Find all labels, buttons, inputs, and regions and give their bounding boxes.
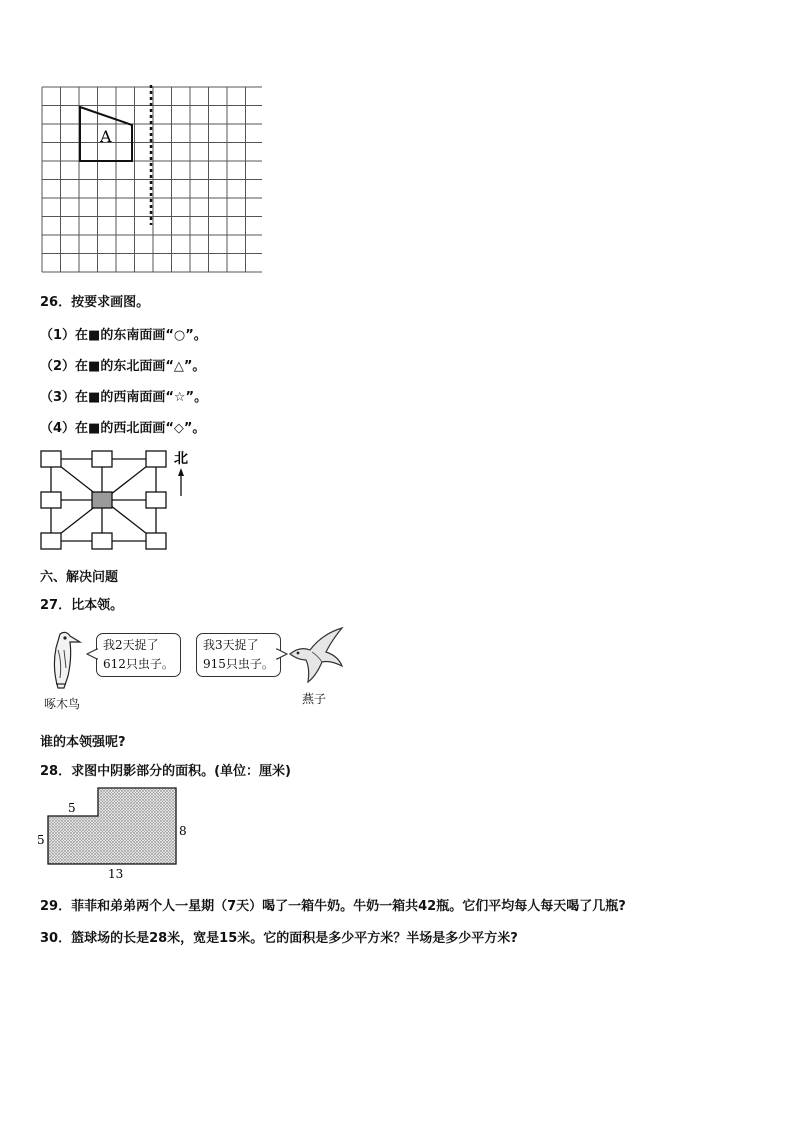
grid-figure	[40, 85, 262, 280]
north-arrow-head	[178, 468, 184, 476]
swallow-speech-line-1: 我3天捉了	[203, 638, 259, 652]
q27-question: 谁的本领强呢?	[40, 735, 126, 750]
q26-title: 26．按要求画图。	[40, 295, 150, 310]
q26-item-2: （2）在■的东北面画“△”。	[40, 359, 206, 374]
woodpecker-speech-line-2: 612只虫子。	[103, 657, 174, 671]
label-bottom-13: 13	[108, 867, 124, 881]
north-label: 北	[174, 451, 188, 467]
woodpecker-caption: 啄木鸟	[44, 697, 81, 711]
box-nw	[41, 451, 61, 467]
box-s	[92, 533, 112, 549]
swallow-speech-bubble	[196, 633, 281, 677]
label-left-5: 5	[37, 833, 45, 847]
woodpecker-speech-line-1: 我2天捉了	[103, 638, 159, 652]
q29-text: 29．菲菲和弟弟两个人一星期（7天）喝了一箱牛奶。牛奶一箱共42瓶。它们平均每人每天喝了几瓶?	[40, 899, 626, 914]
woodpecker-bubble-tail	[86, 648, 98, 660]
box-sw	[41, 533, 61, 549]
swallow-illustration	[286, 626, 346, 684]
label-right-8: 8	[179, 824, 187, 838]
box-se	[146, 533, 166, 549]
shape-a-label: A	[100, 127, 112, 146]
swallow-speech-line-2: 915只虫子。	[203, 657, 274, 671]
q26-item-1: （1）在■的东南面画“○”。	[40, 328, 207, 343]
box-w	[41, 492, 61, 508]
q28-title: 28．求图中阴影部分的面积。(单位：厘米)	[40, 764, 291, 779]
section6-title: 六、解决问题	[40, 570, 119, 585]
swallow-caption: 燕子	[302, 692, 327, 706]
label-top-5: 5	[68, 801, 76, 815]
q27-title: 27．比本领。	[40, 598, 124, 613]
grid-lines	[42, 87, 262, 272]
woodpecker-speech-bubble	[96, 633, 181, 677]
q30-text: 30．篮球场的长是28米，宽是15米。它的面积是多少平方米？半场是多少平方米?	[40, 931, 518, 946]
box-e	[146, 492, 166, 508]
q26-item-3: （3）在■的西南面画“☆”。	[40, 390, 208, 405]
direction-diagram	[36, 446, 206, 556]
center-square	[92, 492, 112, 508]
shaded-figure	[34, 784, 194, 882]
box-n	[92, 451, 112, 467]
q26-item-4: （4）在■的西北面画“◇”。	[40, 421, 206, 436]
box-ne	[146, 451, 166, 467]
woodpecker-illustration	[44, 628, 86, 690]
shaded-region	[48, 788, 176, 864]
